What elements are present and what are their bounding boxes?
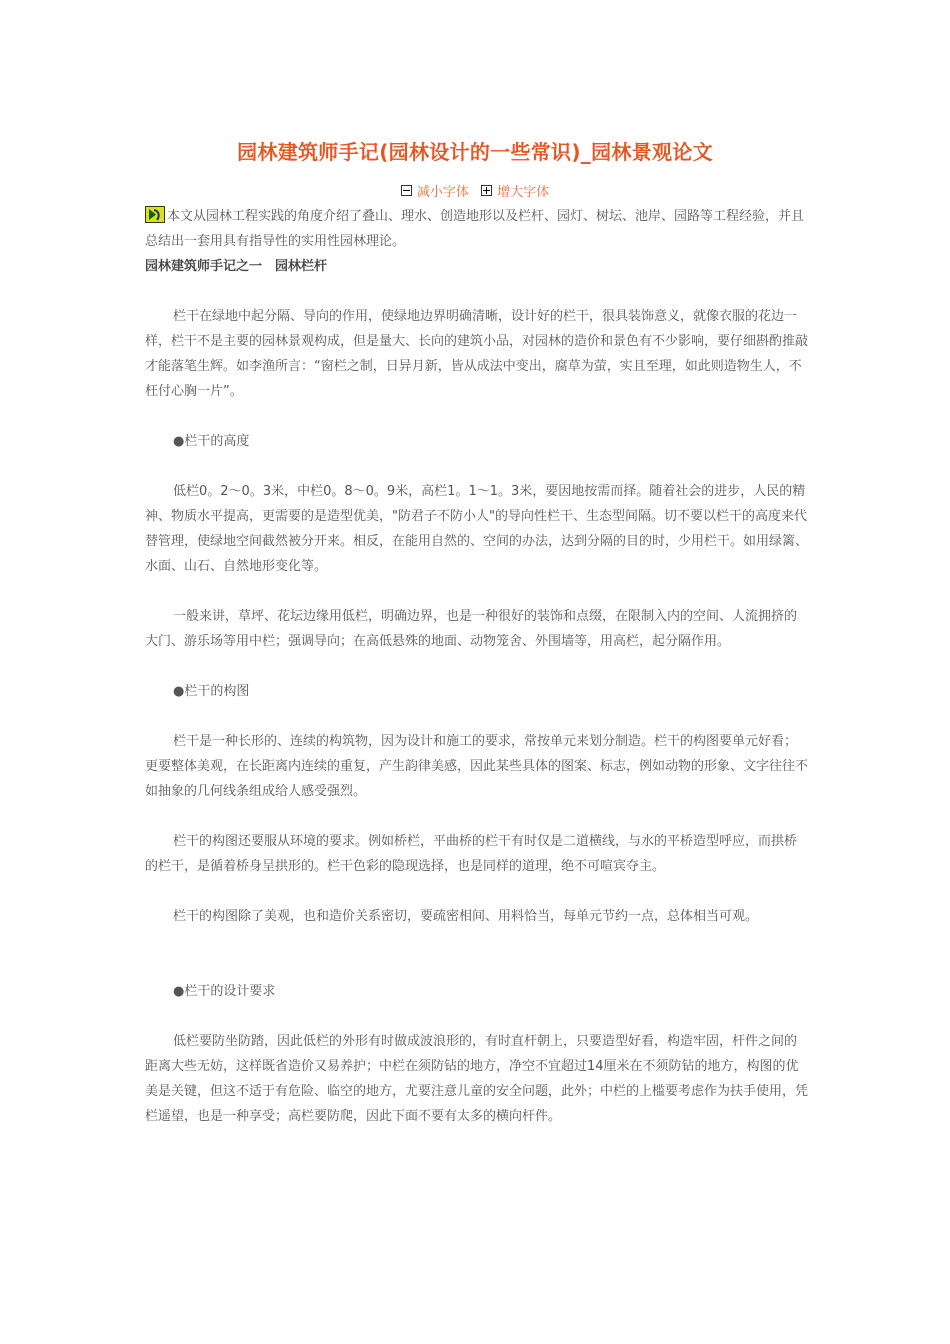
plus-box-icon [481,185,492,196]
article-body [145,204,809,1129]
article-title: 园林建筑师手记(园林设计的一些常识)_园林景观论文 [237,140,713,164]
paragraph-2: 低栏0。2～0。3米，中栏0。8～0。9米，高栏1。1～1。3米，要因地按需而择。随着社会的进步，人民的精神、物质水平提高，更需要的是造型优美，"防君子不防小人"的导向性栏干、生态型间隔。切不要以栏干的高度来代替管理，使绿地空间截然被分开来。相反，在能用自然的、空间的办法，达到分隔的目的时，少用栏干。如用绿篱、水面、山石、自然地形变化等。 [145,484,809,574]
speaker-arrow-icon [145,206,165,223]
decrease-font-button[interactable] [401,181,469,200]
paragraph-6: 栏干的构图除了美观，也和造价关系密切，要疏密相间、用料恰当，每单元节约一点，总体相当可观。 [173,909,759,924]
decrease-font-label: 减小字体 [416,185,469,200]
paragraph-5: 栏干的构图还要服从环境的要求。例如桥栏，平曲桥的栏干有时仅是二道横线，与水的平桥造型呼应，而拱桥的栏干，是循着桥身呈拱形的。栏干色彩的隐现选择，也是同样的道理，绝不可喧宾夺主。 [145,834,798,874]
section-heading-composition: ●栏干的构图 [173,684,250,699]
minus-box-icon [401,185,412,196]
intro-text: 本文从园林工程实践的角度介绍了叠山、理水、创造地形以及栏杆、园灯、树坛、池岸、园路等工程经验，并且总结出一套用具有指导性的实用性园林理论。 [145,209,805,249]
font-size-controls [0,181,950,200]
section-heading-height: ●栏干的高度 [173,434,250,449]
article-subtitle: 园林建筑师手记之一 园林栏杆 [145,259,328,274]
paragraph-4: 栏干是一种长形的、连续的构筑物，因为设计和施工的要求，常按单元来划分制造。栏干的构图要单元好看；更要整体美观，在长距离内连续的重复，产生韵律美感，因此某些具体的图案、标志，例如动物的形象、文字往往不如抽象的几何线条组成给人感受强烈。 [145,734,809,799]
paragraph-7: 低栏要防坐防踏，因此低栏的外形有时做成波浪形的，有时直杆朝上，只要造型好看，构造牢固，杆件之间的距离大些无妨，这样既省造价又易养护；中栏在须防钻的地方，净空不宜超过14厘米在不须防钻的地方，构图的优美是关键，但这不适于有危险、临空的地方，尤要注意儿童的安全问题，此外；中栏的上槛要考虑作为扶手使用，凭栏遥望，也是一种享受；高栏要防爬，因此下面不要有太多的横向杆件。 [145,1034,809,1124]
increase-font-button[interactable] [481,181,549,200]
intro-paragraph [145,204,809,254]
paragraph-1: 栏干在绿地中起分隔、导向的作用，使绿地边界明确清晰，设计好的栏干，很具装饰意义，就像衣服的花边一样，栏干不是主要的园林景观构成，但是量大、长向的建筑小品，对园林的造价和景色有不少影响，要仔细斟酌推敲才能落笔生辉。如李渔所言：“窗栏之制，日异月新，皆从成法中变出，腐草为萤，实且至理，如此则造物生人，不枉付心胸一片”。 [145,309,809,399]
increase-font-label: 增大字体 [497,185,550,200]
paragraph-3: 一般来讲，草坪、花坛边缘用低栏，明确边界，也是一种很好的装饰和点缀，在限制入内的空间、人流拥挤的大门、游乐场等用中栏；强调导向；在高低悬殊的地面、动物笼舍、外围墙等，用高栏，起分隔作用。 [145,609,798,649]
section-heading-requirements: ●栏干的设计要求 [173,984,276,999]
